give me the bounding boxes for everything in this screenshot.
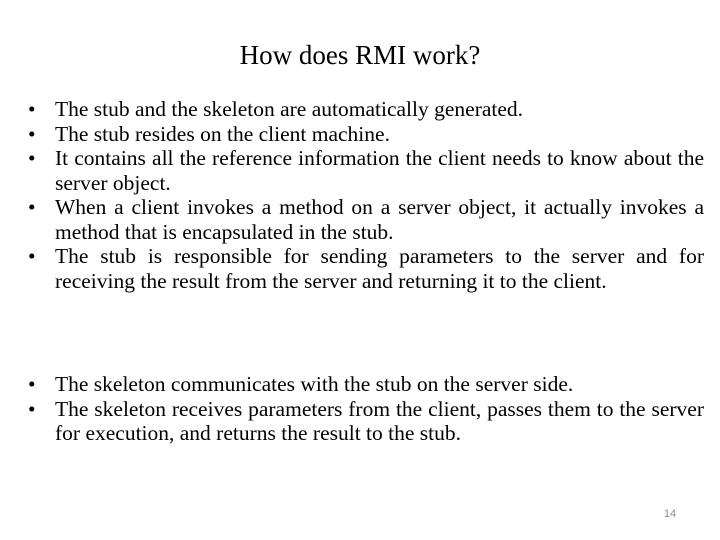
bullet-text: The skeleton receives parameters from the client, passes them to the server for execution, and returns the result to the stub. — [55, 396, 704, 445]
bullet-list-primary — [28, 97, 704, 293]
bullet-dot: • — [28, 396, 36, 421]
bullet-list-secondary — [28, 372, 704, 446]
bullet-text: It contains all the reference information the client needs to know about the server object. — [55, 146, 704, 195]
bullet-item — [28, 244, 704, 293]
bullet-text: The skeleton communicates with the stub on the server side. — [55, 372, 574, 396]
bullet-text: The stub resides on the client machine. — [55, 121, 390, 146]
bullet-text: The stub and the skeleton are automatically generated. — [55, 97, 524, 121]
bullet-dot: • — [28, 244, 36, 268]
page-number: 14 — [663, 508, 677, 520]
slide-title: How does RMI work? — [239, 40, 481, 70]
bullet-dot: • — [28, 146, 36, 170]
bullet-dot: • — [28, 97, 36, 121]
bullet-text: The stub is responsible for sending parameters to the server and for receiving the result from the server and returning it to the client. — [55, 244, 704, 293]
bullet-item — [28, 146, 704, 195]
bullet-item — [28, 397, 704, 446]
bullet-dot: • — [28, 195, 36, 219]
bullet-item — [28, 372, 704, 397]
bullet-item — [28, 195, 704, 244]
bullet-item — [28, 97, 704, 122]
bullet-item — [28, 122, 704, 147]
bullet-text: When a client invokes a method on a server object, it actually invokes a method that is encapsulated in the stub. — [55, 195, 704, 244]
bullet-dot: • — [28, 372, 36, 396]
bullet-dot: • — [28, 121, 36, 146]
